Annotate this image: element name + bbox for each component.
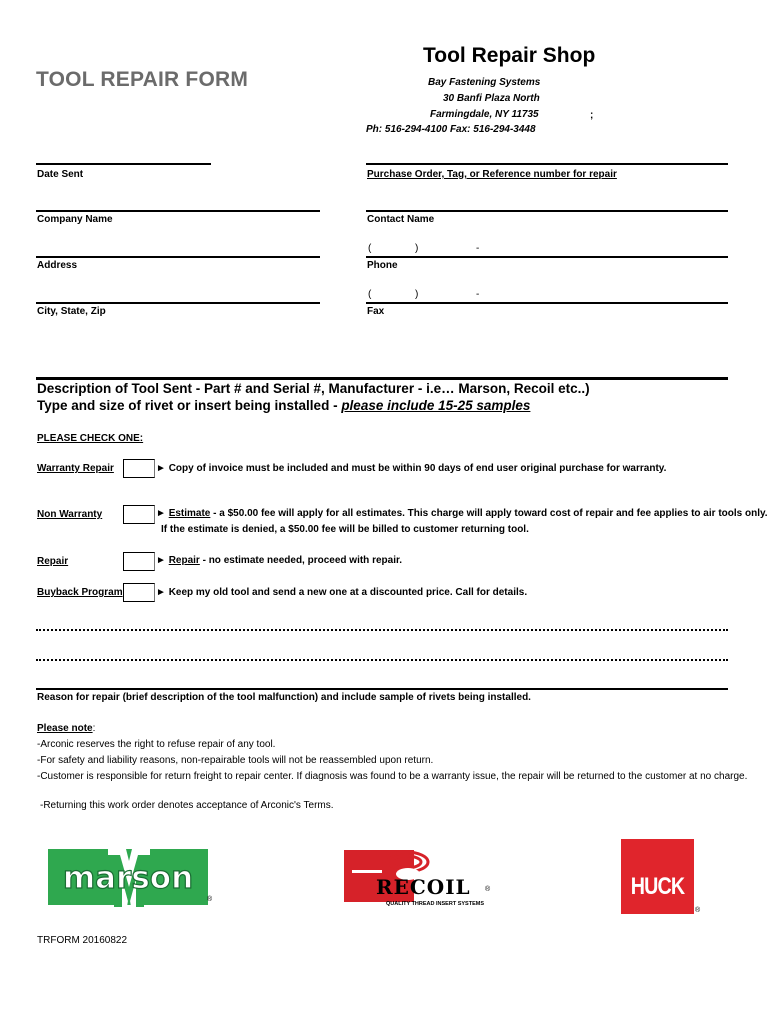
po-ref-line[interactable] (366, 163, 728, 165)
phone-label: Phone (367, 260, 398, 271)
date-sent-label: Date Sent (37, 169, 84, 180)
description-line2 (37, 398, 530, 413)
notes-heading-text: Please note (37, 723, 93, 734)
notes-colon: : (92, 723, 96, 734)
huck-wordmark: HUCK (630, 873, 685, 900)
fax-paren-open: ( (368, 289, 372, 300)
phone-line[interactable] (366, 256, 728, 258)
po-ref-label: Purchase Order, Tag, or Reference number for repair (367, 169, 617, 180)
buyback-program-desc: Keep my old tool and send a new one at a discounted price. Call for details. (168, 587, 528, 598)
writing-line-1[interactable] (36, 629, 728, 631)
non-warranty-text (156, 508, 768, 519)
contact-name-label: Contact Name (367, 214, 435, 225)
city-state-zip-label: City, State, Zip (37, 306, 106, 317)
check-one-heading: PLEASE CHECK ONE: (37, 433, 144, 444)
arrow-icon: ► (156, 508, 166, 519)
recoil-logo-graphic (344, 848, 494, 910)
repair-word: Repair (168, 555, 200, 566)
company-name-line[interactable] (36, 210, 320, 212)
shop-title: Tool Repair Shop (423, 44, 596, 67)
marson-wordmark: marson (62, 860, 194, 896)
fax-label: Fax (367, 306, 385, 317)
warranty-repair-desc: Copy of invoice must be included and must be within 90 days of end user original purchase for warranty. (168, 463, 667, 474)
non-warranty-label: Non Warranty (37, 509, 103, 520)
repair-label: Repair (37, 556, 69, 567)
marson-logo-graphic (48, 849, 213, 907)
arrow-icon: ► (156, 463, 166, 474)
city-state-zip-line[interactable] (36, 302, 320, 304)
marson-logo (48, 849, 213, 907)
description-line[interactable] (36, 377, 728, 380)
repair-text (156, 555, 402, 566)
phone-dash: - (476, 243, 480, 254)
writing-line-2[interactable] (36, 659, 728, 661)
recoil-wordmark: RECOIL (376, 875, 471, 899)
shop-company: Bay Fastening Systems (428, 77, 541, 88)
shop-street: 30 Banfi Plaza North (443, 93, 540, 104)
phone-paren-open: ( (368, 243, 372, 254)
note-item-3: -Customer is responsible for return freight to repair center. If diagnosis was found to be a warranty issue, the repair will be returned to the customer at no charge. (37, 771, 748, 782)
address-label: Address (37, 260, 78, 271)
warranty-repair-text (156, 463, 666, 474)
buyback-program-text (156, 587, 527, 598)
note-item-2: -For safety and liability reasons, non-repairable tools will not be reassembled upon return. (37, 755, 434, 766)
fax-paren-close: ) (415, 289, 419, 300)
arrow-icon: ► (156, 555, 166, 566)
date-sent-line[interactable] (36, 163, 211, 165)
phone-paren-close: ) (415, 243, 419, 254)
notes-heading (37, 723, 95, 734)
estimate-word: Estimate (168, 508, 211, 519)
huck-reg-mark: ® (695, 907, 701, 914)
address-line[interactable] (36, 256, 320, 258)
repair-checkbox[interactable] (123, 552, 155, 571)
recoil-reg-mark: ® (485, 886, 491, 893)
repair-desc: - no estimate needed, proceed with repair. (199, 555, 403, 566)
arrow-icon: ► (156, 587, 166, 598)
note-terms: -Returning this work order denotes acceptance of Arconic's Terms. (40, 800, 334, 811)
buyback-program-label: Buyback Program (37, 587, 123, 598)
description-line2-emphasis: please include 15-25 samples (341, 398, 531, 413)
estimate-desc-2: If the estimate is denied, a $50.00 fee will be billed to customer returning tool. (161, 524, 529, 535)
description-line2-prefix: Type and size of rivet or insert being installed - (37, 398, 342, 413)
non-warranty-checkbox[interactable] (123, 505, 155, 524)
form-title: TOOL REPAIR FORM (36, 68, 249, 91)
form-code: TRFORM 20160822 (37, 935, 128, 946)
buyback-program-checkbox[interactable] (123, 583, 155, 602)
shop-contact: Ph: 516-294-4100 Fax: 516-294-3448 (366, 124, 536, 135)
fax-dash: - (476, 289, 480, 300)
warranty-repair-checkbox[interactable] (123, 459, 155, 478)
recoil-tagline: QUALITY THREAD INSERT SYSTEMS (386, 901, 484, 907)
marson-reg-mark: ® (207, 896, 213, 903)
description-line1: Description of Tool Sent - Part # and Serial #, Manufacturer - i.e… Marson, Recoil etc..) (37, 381, 590, 396)
contact-name-line[interactable] (366, 210, 728, 212)
recoil-logo (344, 848, 494, 910)
reason-label: Reason for repair (brief description of the tool malfunction) and include sample of rivets being installed. (37, 692, 531, 703)
warranty-repair-label: Warranty Repair (37, 463, 114, 474)
company-name-label: Company Name (37, 214, 113, 225)
fax-line[interactable] (366, 302, 728, 304)
reason-line[interactable] (36, 688, 728, 690)
estimate-desc-1: - a $50.00 fee will apply for all estimates. This charge will apply toward cost of repair and fee applies to air tools only. (210, 508, 768, 519)
stray-mark: ; (590, 110, 594, 121)
huck-logo (621, 839, 694, 914)
note-item-1: -Arconic reserves the right to refuse repair of any tool. (37, 739, 276, 750)
shop-city: Farmingdale, NY 11735 (430, 109, 539, 120)
